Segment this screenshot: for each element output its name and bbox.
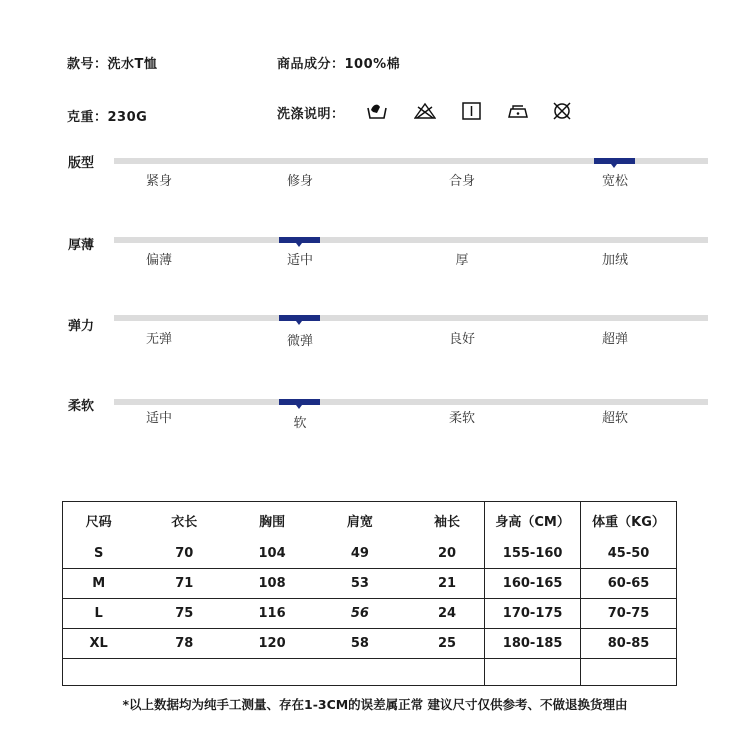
table-cell: 120 xyxy=(234,629,310,659)
table-cell: 170-175 xyxy=(485,599,581,629)
table-cell: 49 xyxy=(350,546,369,561)
attr-elasticity-marker xyxy=(279,315,320,321)
size-table xyxy=(62,501,677,686)
attr-thickness-option: 偏薄 xyxy=(145,253,172,268)
table-cell: 108 xyxy=(234,569,310,599)
attr-elasticity-option: 超弹 xyxy=(601,332,628,347)
attr-elasticity-option: 无弹 xyxy=(145,332,172,347)
table-cell: 45-50 xyxy=(581,539,677,569)
attr-fit-option: 紧身 xyxy=(145,174,172,189)
size-table-header xyxy=(63,502,677,540)
table-row-empty xyxy=(63,659,677,686)
table-cell: 25 xyxy=(410,629,485,659)
table-cell: 71 xyxy=(134,569,234,599)
table-row xyxy=(63,539,677,569)
table-cell: 75 xyxy=(134,599,234,629)
table-cell xyxy=(63,659,485,686)
hand-wash-icon xyxy=(366,101,388,121)
table-cell: 104 xyxy=(258,546,286,561)
wash-instructions-label: 洗涤说明： xyxy=(277,107,345,122)
table-cell: 78 xyxy=(134,629,234,659)
attr-thickness-marker xyxy=(279,237,320,243)
attr-fit-option: 修身 xyxy=(286,174,313,189)
table-cell: 70 xyxy=(175,546,194,561)
table-cell: 116 xyxy=(234,599,310,629)
table-cell xyxy=(581,659,677,686)
attr-thickness-label: 厚薄 xyxy=(68,238,95,253)
measurement-note: *以上数据均为纯手工测量、存在1-3CM的误差属正常 建议尺寸仅供参考、不做退换货理由 xyxy=(122,697,628,712)
table-cell: 160-165 xyxy=(485,569,581,599)
table-cell: 24 xyxy=(410,599,485,629)
attr-fit-option: 合身 xyxy=(448,174,475,189)
iron-low-icon xyxy=(507,101,529,121)
table-row xyxy=(63,599,677,629)
attr-thickness-option: 适中 xyxy=(286,253,313,268)
table-cell: 56 xyxy=(310,599,410,629)
attr-fit-label: 版型 xyxy=(68,156,95,171)
attr-fit-option: 宽松 xyxy=(601,174,628,189)
attr-softness-bar xyxy=(114,399,708,405)
table-cell: 80-85 xyxy=(581,629,677,659)
attr-softness-option: 柔软 xyxy=(448,411,475,426)
header-cell: 衣长 xyxy=(171,515,198,530)
header-cell: 体重（KG） xyxy=(581,502,677,540)
attr-softness-option: 适中 xyxy=(145,411,172,426)
attr-thickness-bar xyxy=(114,237,708,243)
line-dry-icon xyxy=(461,101,483,121)
header-cell: 身高（CM） xyxy=(485,502,581,540)
attr-thickness-option: 加绒 xyxy=(601,253,628,268)
attr-elasticity-bar xyxy=(114,315,708,321)
table-cell: 20 xyxy=(437,546,457,561)
table-cell: 21 xyxy=(410,569,485,599)
table-cell: 155-160 xyxy=(485,539,581,569)
table-cell: 180-185 xyxy=(485,629,581,659)
table-row xyxy=(63,629,677,659)
size-cell: S xyxy=(93,546,104,561)
no-dry-clean-icon xyxy=(551,101,573,121)
attr-thickness-option: 厚 xyxy=(455,253,469,268)
weight: 克重：230G xyxy=(67,110,148,125)
attr-softness-marker xyxy=(279,399,320,405)
attr-softness-option: 超软 xyxy=(601,411,628,426)
table-cell: 70-75 xyxy=(581,599,677,629)
header-cell: 尺码 xyxy=(85,515,112,530)
style-number: 款号：洗水T恤 xyxy=(67,57,158,72)
attr-fit-marker xyxy=(594,158,635,164)
attr-softness-option: 软 xyxy=(293,416,307,431)
table-cell xyxy=(485,659,581,686)
size-cell: L xyxy=(63,599,135,629)
attr-elasticity-option: 良好 xyxy=(448,332,475,347)
size-cell: M xyxy=(63,569,135,599)
table-row xyxy=(63,569,677,599)
header-cell: 胸围 xyxy=(259,515,286,530)
table-cell: 60-65 xyxy=(581,569,677,599)
attr-softness-label: 柔软 xyxy=(68,399,95,414)
header-cell: 袖长 xyxy=(434,515,461,530)
attr-elasticity-option: 微弹 xyxy=(286,334,313,349)
attr-elasticity-label: 弹力 xyxy=(68,319,95,334)
table-cell: 58 xyxy=(310,629,410,659)
table-cell: 53 xyxy=(310,569,410,599)
no-bleach-icon xyxy=(414,101,436,121)
size-cell: XL xyxy=(63,629,135,659)
header-cell: 肩宽 xyxy=(346,515,373,530)
composition: 商品成分：100%棉 xyxy=(277,57,401,72)
